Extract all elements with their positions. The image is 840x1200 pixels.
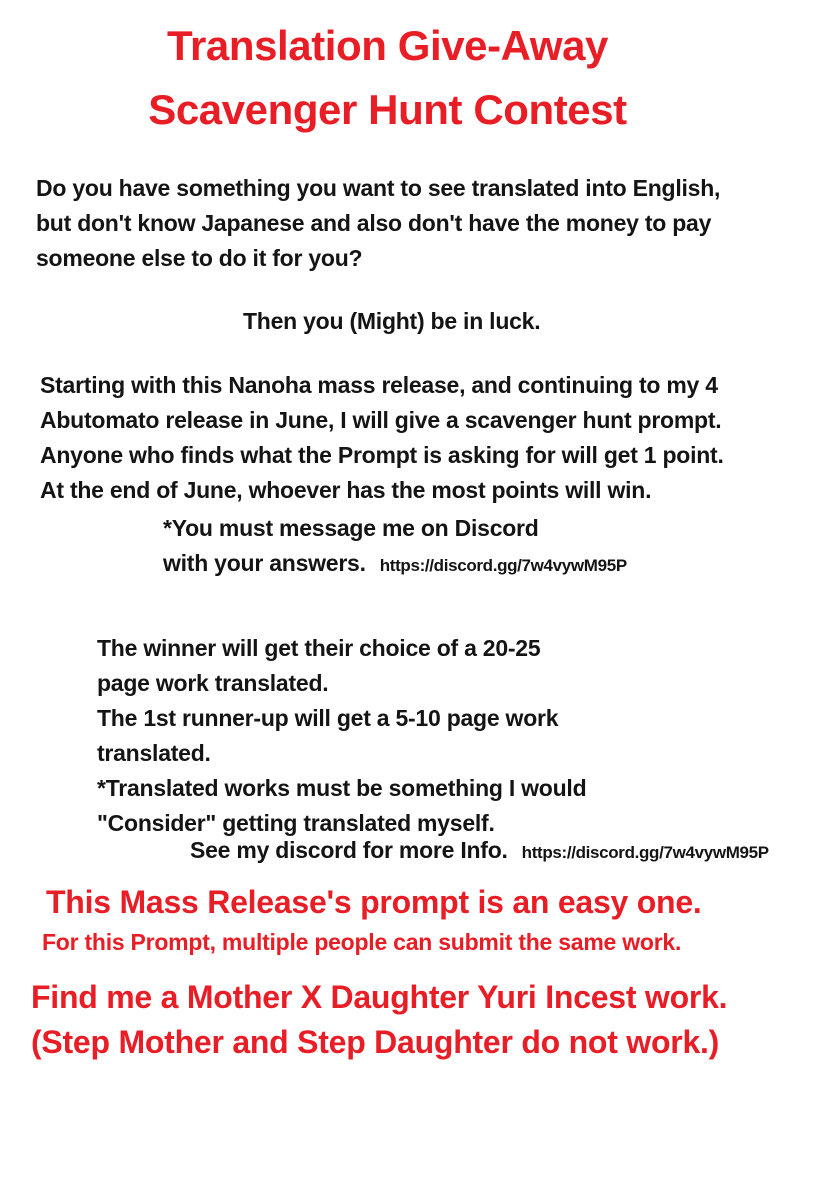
discord-note-line2 <box>163 546 627 583</box>
discord-invite-link[interactable]: https://discord.gg/7w4vywM95P <box>379 556 627 575</box>
discord-requirement-note <box>163 511 627 583</box>
rules-line: Anyone who finds what the Prompt is asking for will get 1 point. <box>40 442 724 468</box>
rules-line: Starting with this Nanoha mass release, and continuing to my 4 <box>40 372 718 398</box>
rules-paragraph <box>40 368 724 508</box>
prompt-task-line2: (Step Mother and Step Daughter do not work.) <box>31 1024 720 1060</box>
intro-line: someone else to do it for you? <box>36 245 363 271</box>
discord-note-line1: *You must message me on Discord <box>163 515 539 541</box>
prompt-task <box>31 975 727 1065</box>
discord-note-line2-text: with your answers. <box>163 550 366 576</box>
prizes-line: The winner will get their choice of a 20-25 <box>97 635 541 661</box>
rules-line: At the end of June, whoever has the most points will win. <box>40 477 652 503</box>
prizes-list <box>97 631 586 841</box>
prizes-line: "Consider" getting translated myself. <box>97 810 495 836</box>
prizes-line: The 1st runner-up will get a 5-10 page work <box>97 705 559 731</box>
multiple-submissions-note: For this Prompt, multiple people can submit the same work. <box>42 929 682 955</box>
discord-invite-link[interactable]: https://discord.gg/7w4vywM95P <box>521 843 769 862</box>
prizes-line: *Translated works must be something I would <box>97 775 587 801</box>
rules-line: Abutomato release in June, I will give a scavenger hunt prompt. <box>40 407 722 433</box>
intro-line: but don't know Japanese and also don't have the money to pay <box>36 210 712 236</box>
luck-line: Then you (Might) be in luck. <box>243 308 541 334</box>
prompt-task-line1: Find me a Mother X Daughter Yuri Incest work. <box>31 979 728 1015</box>
contest-title <box>0 14 775 142</box>
prizes-line: page work translated. <box>97 670 329 696</box>
contest-title-line1: Translation Give-Away <box>167 22 608 69</box>
intro-paragraph <box>36 171 720 276</box>
see-discord-line <box>190 833 769 870</box>
contest-title-line2: Scavenger Hunt Contest <box>148 86 627 133</box>
prompt-easy-headline: This Mass Release's prompt is an easy one. <box>46 884 702 920</box>
prizes-line: translated. <box>97 740 211 766</box>
intro-line: Do you have something you want to see translated into English, <box>36 175 721 201</box>
see-discord-text: See my discord for more Info. <box>190 837 508 863</box>
